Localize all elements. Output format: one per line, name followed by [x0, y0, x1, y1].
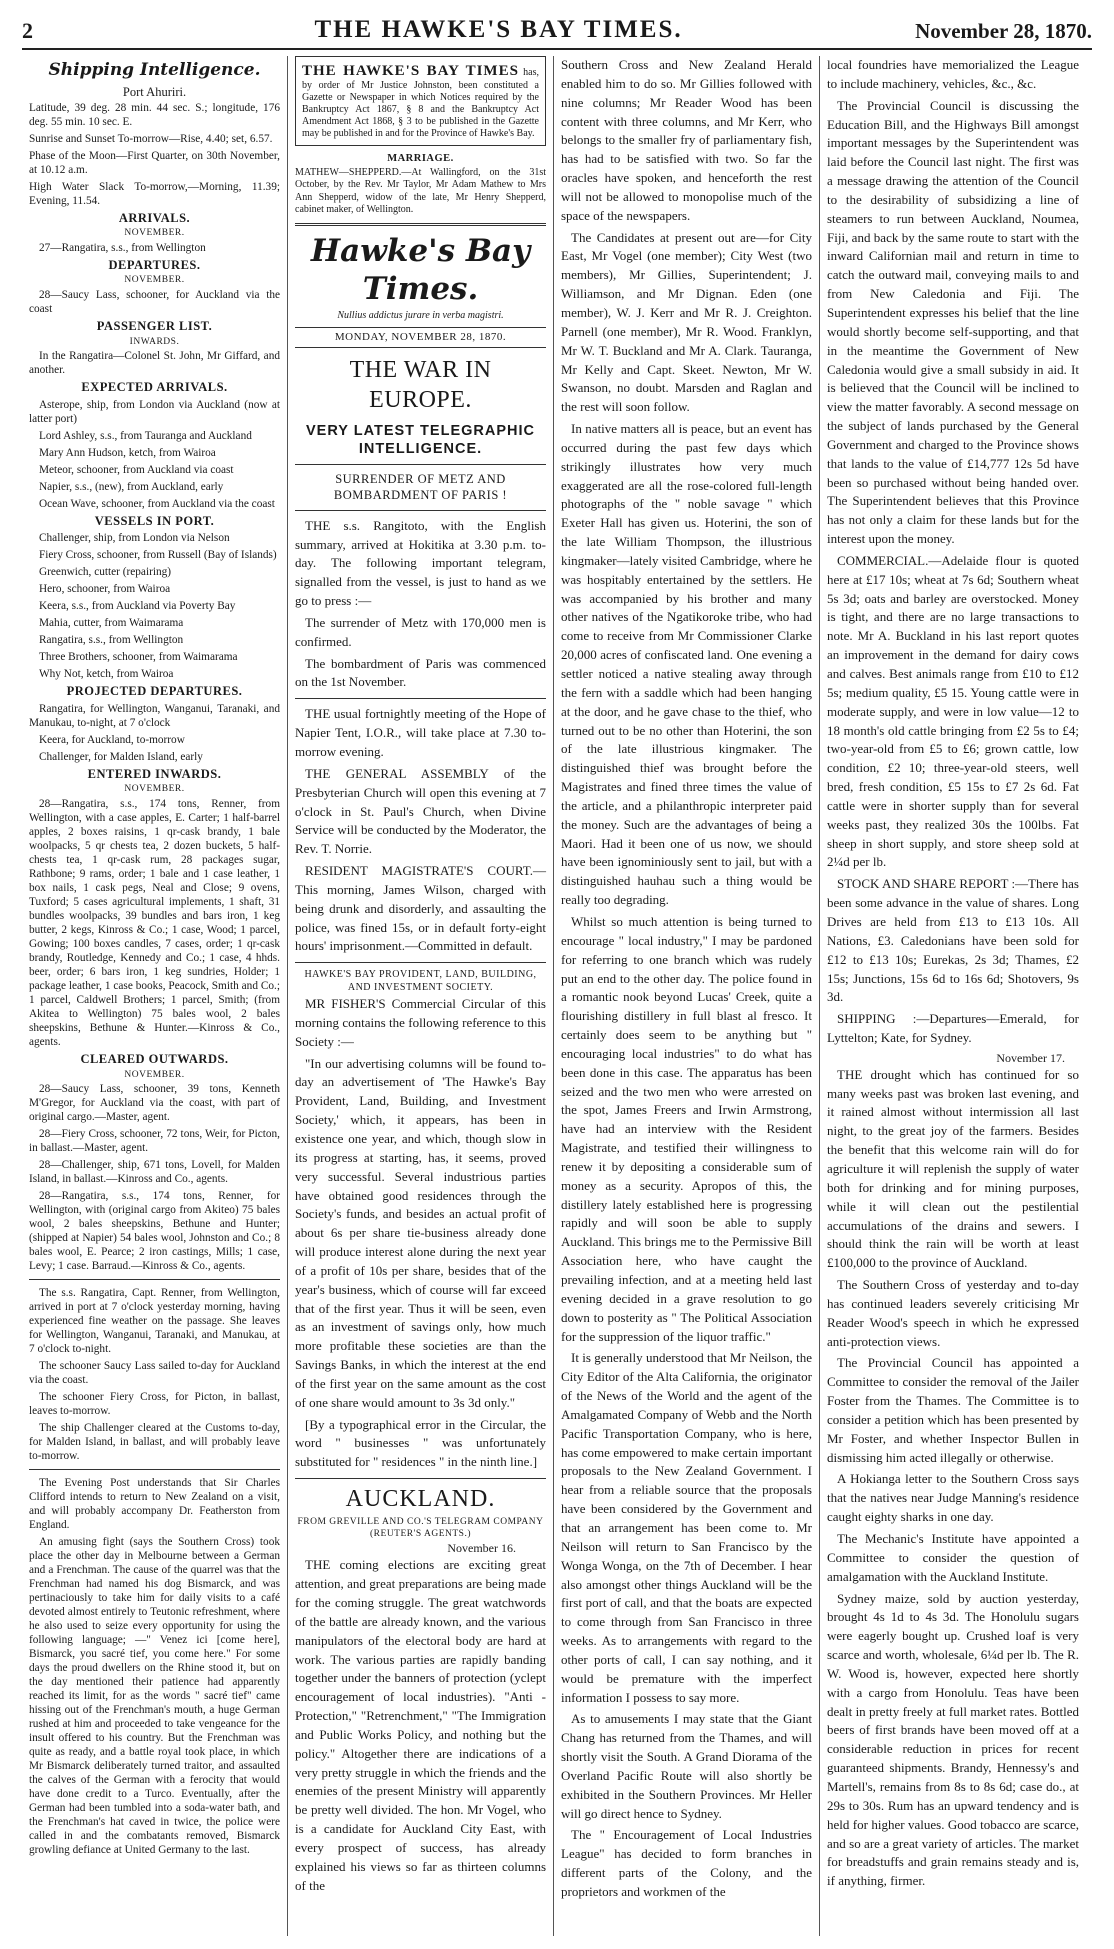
divider [295, 464, 546, 465]
news-paragraph: The ship Challenger cleared at the Customs to-day, for Malden Island, in ballast, and will probably leave to-morrow. [29, 1422, 280, 1463]
arrival-entry: 27—Rangatira, s.s., from Wellington [39, 241, 206, 254]
news-paragraph: The " Encouragement of Local Industries League" has decided to form branches in different parts of the Colony, and the proprietors and workmen of the [561, 1827, 812, 1899]
month-label: NOVEMBER. [124, 784, 185, 795]
news-paragraph: THE usual fortnightly meeting of the Hope of Napier Tent, I.O.R., will take place at 7.30 to-morrow evening. [295, 706, 546, 759]
war-headline: THE WAR IN EUROPE. [349, 357, 492, 414]
news-paragraph: The Mechanic's Institute have appointed a Committee to consider the question of amalgamation with the Auckland Institute. [827, 1531, 1079, 1584]
divider [29, 1469, 280, 1470]
news-paragraph: As to amusements I may state that the Giant Chang has returned from the Thames, and will shortly visit the South. A Grand Diorama of the Overland Pacific Route will also shortly be exhibited in the Southern Provinces. Mr Heller will go direct hence to Sydney. [561, 1711, 812, 1821]
news-paragraph: The Evening Post understands that Sir Charles Clifford intends to return to New Zealand on a visit, and will probably accompany Dr. Featherston from England. [29, 1477, 280, 1532]
section-date: November 17. [996, 1050, 1065, 1065]
notice-title: HE HAWKE'S BAY TIMES [313, 63, 519, 79]
divider [295, 962, 546, 963]
news-paragraph: COMMERCIAL.—Adelaide flour is quoted here at £17 10s; wheat at 7s 6d; Southern wheat 5s 3d; oats and barley are overstocked. Money is tight, and there are no large transactions to note. Mr A. Buckland in his last report quotes an improvement in the demand for dairy cows and calves. Best animals range from £10 to £12 5s; medium quality, £5 15. Young cattle were in moderate supply, and were in low value—12 to 18 month's old cattle bringing from £2 5s to £4; two-year-old from £5 to £6; grown cattle, low condition, £2 10; three-year-old steers, well bred, fresh condition, £5 15s to £7 2s 6d. Fat cattle were in shorter supply than for several weeks past, they realized 30s the 100lbs. Fat sheep in short supply, and store sheep sold at 2¼d per lb. [827, 552, 1079, 870]
auckland-date: November 16. [447, 1541, 516, 1556]
auckland-subheading: FROM GREVILLE AND CO.'S TELEGRAM COMPANY (REUTER'S AGENTS.) [297, 1516, 544, 1539]
expected-entry: Asterope, ship, from London via Auckland (now at latter port) [29, 398, 280, 425]
news-paragraph: The s.s. Rangatira, Capt. Renner, from Wellington, arrived in port at 7 o'clock yesterday morning, having experienced fine weather on the passage. She leaves for Wellington, Wanganui, Taranaki, and Manukau, at 7 o'clock to-night. [29, 1287, 280, 1356]
news-paragraph: An amusing fight (says the Southern Cross) took place the other day in Melbourne between a German and a Frenchman. The cause of the quarrel was that the Frenchman had named his dog Bismarck, and was pertinaciously to take him for daily visits to a café devoted almost entirely to Teutonic refreshment, where he also used to seize every opportunity for using the following language; —" Venez ici [come here], Bismarck, you sacré tief, you come here." For some days the proud dwellers on the Rhine stood it, but on the day mentioned their patience had apparently reached its limit, for as the words " sacré tief" came hissing out of the Frenchman's mouth, a huge German rushed at him and proceeded to take vengeance for the insult offered to his country. But the Frenchman was quite as ready, and a battle royal took place, in which Mr Bismarck deliberately turned traitor, and assaulted the calves of the German with a ferocity that would have done credit to a Turco. Eventually, after the German had been tumbled into a soda-water bath, and the Frenchman's hat caved in twice, the police were called in and the combatants removed, Bismarck growling defiance at United Germany to the last. [29, 1536, 280, 1857]
projected-heading: PROJECTED DEPARTURES. [66, 684, 243, 699]
cleared-entry: 28—Challenger, ship, 671 tons, Lovell, for Malden Island, in ballast.—Kinross and Co., agents. [29, 1159, 280, 1186]
news-paragraph: "In our advertising columns will be found to-day an advertisement of 'The Hawke's Bay Provident, Land, Building, and Investment Society,' which, it appears, has been in existence one year, and which, though slow in its progress at starting, has, it seems, proved very successful. Several industrious parties have obtained good residences through the Society's funds, and besides an actual profit of about 6s per share tie-business already done will produce interest alone during the next year of a profit of 10s per share, besides that of the year's business, which of course will far exceed that of the first year. Thus it will be seen, even as an investment of savings only, how much more profitable these societies are than the Savings Banks, in which the interest at the end of the first year on the same amount as the cost of one share would amount to 3s 3d only." [295, 1055, 546, 1410]
marriage-notice: MATHEW—SHEPPERD.—At Wallingford, on the 31st October, by the Rev. Mr Taylor, Mr Adam Mathew to Mrs Ann Shepperd, widow of the late, Mr Henry Shepperd, cabinet maker, of Wellington. [295, 167, 546, 216]
expected-entry: Ocean Wave, schooner, from Auckland via the coast [39, 497, 275, 510]
marriage-heading: MARRIAGE. [387, 153, 454, 164]
news-paragraph: Sydney maize, sold by auction yesterday, brought 4s 1d to 4s 3d. The Honolulu sugars were eagerly bought up. Crushed loaf is very scarce and worth, wholesale, 6¼d per lb. The R. W. Wood is, however, expected here shortly with a cargo from Honolulu. Teas have been dealt in pretty freely at full market rates. Bottled beers of first brands have been moved off at a considerable reduction in prices for recent guaranteed shipments. Brandy, Hennessy's and Martell's, remains from 8s to 8s 6d; case do., at 29s to 30s. Rum has an upward tendency and is held for higher values. Good tobacco are scarce, and so are a great variety of articles. The market for breadstuffs and grain remains steady and is, if anything, firmer. [827, 1590, 1079, 1889]
news-paragraph: [By a typographical error in the Circular, the word " businesses " was unfortunately substituted for " residences " in the ninth line.] [295, 1416, 546, 1470]
war-paragraph: THE s.s. Rangitoto, with the English summary, arrived at Hokitika at 3.30 p.m. to-day. The following important telegram, signalled from the vessel, is just to hand as we go to press :— [295, 517, 546, 609]
vessel-entry: Greenwich, cutter (repairing) [39, 566, 172, 579]
news-paragraph: THE coming elections are exciting great attention, and great preparations are being made for the coming struggle. The great watchwords of the battle are already known, and the various manipulators of the electoral body are hard at work. The various parties are rapidly banding together under the banners of protection (yclept encouragement of local industries). "Anti - Protection," "Retrenchment," "The Immigration and Public Works Policy, and nothing but the policy." Altogether there are indications of a very pretty struggle in which the friends and the enemies of the present Ministry will apparently be pretty well divided. The hon. Mr Vogel, who is a candidate for Auckland City East, with every prospect of success, has already explained his views so far as thirteen columns of the [295, 1557, 546, 1893]
news-paragraph: The schooner Saucy Lass sailed to-day for Auckland via the coast. [29, 1360, 280, 1387]
entered-entry: 28—Rangatira, s.s., 174 tons, Renner, from Wellington, with a case apples, E. Carter; 1 half-barrel apples, 2 boxes raisins, 1 qr-cask brandy, 1 bale woolpacks, 5 qr chests tea, 2 dozen buckets, 5 half-chests tea, 1 qr-cask rum, 28 packages sugar, Rathbone; 9 rams, order; 1 bale and 1 case leather, 1 box nails, 1 cask pegs, Neal and Close; 9 ovens, Tuxford; 5 cases agricultural implements, 1 shaft, 31 bundles woolpacks, 39 bundles and bars iron, 1 keg butter, 2 kegs, Kinross & Co.; 1 case, Wood; 1 parcel, Gowing; 100 boxes candles, 7 cases, order; 1 qr-cask brandy, Routledge, Kennedy and Co.; 1 case, 4 hhds. beer, order; 6 bars iron, 1 keg sundries, Holder; 1 package leather, 1 case books, Peacock, Smith and Co.; 1 parcel, Caldwell Brothers; 1 parcel, Smith; (from Akitea to Wellington) 75 bales wool, 2 bales sheepskins, Bethune & Hunter.—Kinross & Co., agents. [29, 798, 280, 1049]
arrivals-heading: ARRIVALS. [118, 210, 191, 225]
surrender-headline: SURRENDER OF METZ AND BOMBARDMENT OF PARIS ! [333, 472, 508, 503]
vessel-entry: Why Not, ketch, from Wairoa [39, 668, 174, 681]
notice-body: has, by order of Mr Justice Johnston, been constituted a Gazette or Newspaper in which Notices required by the Bankruptcy Act 1867, § 8 and the Bankruptcy Act Amendment Act 1868, § 3 to be published in the Gazette may be published in and for the Province of Hawke's Bay. [302, 67, 539, 139]
expected-entry: Lord Ashley, s.s., from Tauranga and Auckland [39, 429, 252, 442]
motto: Nullius addictus jurare in verba magistri. [337, 310, 504, 322]
high-water: High Water Slack To-morrow,—Morning, 11.39; Evening, 11.54. [29, 180, 280, 207]
vessel-entry: Keera, s.s., from Auckland via Poverty Bay [39, 600, 236, 613]
masthead [22, 14, 1092, 50]
news-paragraph: RESIDENT MAGISTRATE'S COURT.—This morning, James Wilson, charged with being drunk and disorderly, and assaulting the police, was fined 15s, or in default forty-eight hours' imprisonment.—Committed in default. [295, 863, 546, 954]
vessels-heading: VESSELS IN PORT. [94, 513, 215, 528]
war-paragraph: The bombardment of Paris was commenced on the 1st November. [295, 655, 546, 690]
expected-entry: Meteor, schooner, from Auckland via coast [39, 463, 234, 476]
port-name: Port Ahuriri. [122, 85, 187, 100]
issue-date: November 28, 1870. [915, 19, 1092, 43]
dateline: MONDAY, NOVEMBER 28, 1870. [295, 327, 546, 349]
paper-title: THE HAWKE'S BAY TIMES. [314, 16, 683, 43]
news-paragraph: Southern Cross and New Zealand Herald enabled him to do so. Mr Gillies followed with nine columns; Mr Reader Wood has been content with three columns, and Mr Kerr, who belongs to the smaller fry of parliamentary fish, has had to be satisfied with two. So far the oracles have spoken, and henceforth the rest will not be allowed to monopolise much of the space of the newspapers. [561, 57, 812, 223]
news-paragraph: SHIPPING :—Departures—Emerald, for Lyttelton; Kate, for Sydney. [827, 1011, 1079, 1046]
cleared-heading: CLEARED OUTWARDS. [80, 1052, 229, 1067]
shipping-heading: Shipping Intelligence. [48, 60, 261, 80]
cleared-entry: 28—Saucy Lass, schooner, 39 tons, Kenneth M'Gregor, for Auckland via the coast, with part of original cargo.—Master, agent. [29, 1083, 280, 1124]
latitude: Latitude, 39 deg. 28 min. 44 sec. S.; longitude, 176 deg. 55 min. 10 sec. E. [29, 101, 280, 128]
divider [295, 223, 546, 226]
cleared-entry: 28—Fiery Cross, schooner, 72 tons, Weir, for Picton, in ballast.—Master, agent. [29, 1128, 280, 1155]
vessel-entry: Three Brothers, schooner, from Waimarama [39, 651, 238, 664]
divider [295, 510, 546, 511]
expected-entry: Napier, s.s., (new), from Auckland, early [39, 480, 224, 493]
vessel-entry: Fiery Cross, schooner, from Russell (Bay of Islands) [39, 549, 277, 562]
vessel-entry: Challenger, ship, from London via Nelson [39, 532, 230, 545]
vessel-entry: Mahia, cutter, from Waimarama [39, 617, 184, 630]
telegraphic-headline: VERY LATEST TELEGRAPHIC INTELLIGENCE. [306, 422, 535, 458]
page-number: 2 [22, 18, 33, 43]
passenger-heading: PASSENGER LIST. [96, 319, 213, 334]
divider [29, 1279, 280, 1280]
column-3 [554, 56, 820, 1936]
inwards-label: INWARDS. [129, 336, 180, 347]
month-label: NOVEMBER. [124, 1069, 185, 1080]
news-paragraph: The Provincial Council is discussing the Education Bill, and the Highways Bill amongst important messages by the Superintendent was laid before the Council last night. The first was a message drawing the attention of the Council to the desirability of subsidizing a line of steamers to run between Auckland, Noumea, Fiji, and back by the same route to start with the inward Californian mail and return in time to catch the outward mail, conveying mails to and from New Caledonia and Fiji. The Superintendent expresses his belief that the line would shortly become self-supporting, and that in the meantime the Government of New Caledonia would give a small subsidy in aid. It is believed that the Council will be inclined to view the matter favorably. A second message on the subject of lands purchased by the General Government and charged to the Province shows that lands to the value of £14,777 12s 5d have been so purchased without being handed over. The Superintendent believes that this Province has not only a claim for these lands but for the interest upon the money. [827, 97, 1079, 547]
vessel-entry: Hero, schooner, from Wairoa [39, 583, 171, 596]
news-paragraph: STOCK AND SHARE REPORT :—There has been some advance in the value of shares. Long Drives are held from £13 to £13 10s. All Nations, £3. Caledonians have been sold for £12 to £13 10s; Eurekas, 2s 3d; Thames, £2 15s; Junctions, 15s 6d to 16s 6d; Shotovers, 9s 3d. [827, 876, 1079, 1005]
gazette-notice [295, 56, 546, 146]
departure-entry: 28—Saucy Lass, schooner, for Auckland via the coast [29, 289, 280, 316]
news-paragraph: The Provincial Council has appointed a Committee to consider the removal of the Jailer Foster from the Thames. The Committee is to consider a petition which has been presented by Mr Foster, and whether Inspector Bullen in dismissing him acted illegally or otherwise. [827, 1355, 1079, 1465]
column-4 [820, 56, 1086, 1936]
passenger-entry: In the Rangatira—Colonel St. John, Mr Giffard, and another. [29, 350, 280, 377]
news-paragraph: THE GENERAL ASSEMBLY of the Presbyterian Church will open this evening at 7 o'clock in St. Paul's Church, when Divine Service will be conducted by the Moderator, the Rev. T. Norrie. [295, 765, 546, 857]
departures-heading: DEPARTURES. [108, 257, 201, 272]
cleared-entry: 28—Rangatira, s.s., 174 tons, Renner, for Wellington, with (original cargo from Akiteo) 75 bales wool, 2 bales sheepskins, Bethune and Hunter; (shipped at Napier) 54 bales wool, Johnston and Co.; 8 bales wool, E. Pearce; 2 iron castings, Mills; 1 case, Levy; 1 case. Barraud.—Kinross & Co., agents. [29, 1190, 280, 1273]
expected-entry: Mary Ann Hudson, ketch, from Wairoa [39, 446, 216, 459]
vessel-entry: Rangatira, s.s., from Wellington [39, 634, 184, 647]
projected-entry: Challenger, for Malden Island, early [39, 750, 203, 763]
war-paragraph: The surrender of Metz with 170,000 men is confirmed. [295, 614, 546, 649]
expected-heading: EXPECTED ARRIVALS. [81, 380, 228, 395]
news-paragraph: It is generally understood that Mr Neilson, the City Editor of the Alta California, the originator of the News of the World and the agent of the Amalgamated Company of Webb and the North Pacific Transportation Company, who is here, has come empowered to make certain important proposals to the New Zealand Government. I hear from a reliable source that the proposals have been considered by the Government and that an arrangement has been come to. Mr Neilson will return to San Francisco by the Wonga Wonga, on the 7th of December. I hear also amongst other things Auckland will be the first port of call, and that the boats are expected to come through from San Francisco in three weeks. As to arrangements with regard to the other ports of call, I can say nothing, and it would be premature with the imperfect information I possess to say more. [561, 1350, 812, 1705]
columns [22, 56, 1092, 1936]
nameplate: Hawke's Bay Times. [310, 232, 531, 308]
news-paragraph: THE drought which has continued for so many weeks past was broken last evening, and it rained almost without intermission all last night, to the great joy of the farmers. Besides the benefit that this welcome rain will do for agriculture it will replenish the supply of water both for drinking and for mining purposes, while it will clean out the pestilential accumulations of the drains and sewers. I should think the rain will be worth at least £100,000 to the province of Auckland. [827, 1066, 1079, 1271]
projected-entry: Rangatira, for Wellington, Wanganui, Taranaki, and Manukau, to-night, at 7 o'clock [29, 702, 280, 729]
news-paragraph: MR FISHER'S Commercial Circular of this morning contains the following reference to this Society :— [295, 996, 546, 1049]
column-2 [288, 56, 554, 1936]
news-paragraph: local foundries have memorialized the League to include machinery, vehicles, &c., &c. [827, 57, 1079, 91]
news-paragraph: The Southern Cross of yesterday and to-day has continued leaders severely criticising Mr Reader Wood's speech in which he expressed anti-protection views. [827, 1277, 1079, 1349]
month-label: NOVEMBER. [124, 228, 185, 239]
news-paragraph: Whilst so much attention is being turned to encourage " local industry," I may be pardoned for referring to one branch which was rudely put an end to the other day. The police found in a romantic nook beyond Lucas' Creek, quite a flourishing distillery in full blast al fresco. It certainly does seem to be anything but " encouraging local industries" to do what has been done in this case. The apparatus has been seized and the two men who were arrested on the spot, James Freers and Irwin Armstrong, have had an interview with the Resident Magistrate, and testified their willingness to renew it by depositing a considerable sum of money as a security. Apropos of this, the distillery lately established here is progressing rapidly and will soon be able to supply Auckland. This brings me to the Permissive Bill Association here, who have caught the prevailing infection, and at a meeting held last evening decided in a grave resolution to go down to posterity as " The Political Association for the suppression of the liquor traffic." [561, 913, 812, 1344]
news-paragraph: The Candidates at present out are—for City East, Mr Vogel (one member); City West (two members), Mr Gillies, Superintendent; J. Williamson, and Mr Dignan. Eden (one member), W. J. Kerr and Mr R. J. Creighton. Parnell (one member), Mr R. Wood. Franklyn, Mr W. T. Buckland and Mr A. Clark. Tauranga, Mr Kelly and Capt. Skeet. Newton, Mr W. Swanson, no doubt. Marsden and Raglan and the rest will soon follow. [561, 229, 812, 415]
sunrise: Sunrise and Sunset To-morrow—Rise, 4.40; set, 6.57. [29, 132, 273, 145]
society-heading: HAWKE'S BAY PROVIDENT, LAND, BUILDING, AND INVESTMENT SOCIETY. [304, 969, 537, 993]
divider [295, 698, 546, 699]
entered-heading: ENTERED INWARDS. [87, 766, 222, 781]
month-label: NOVEMBER. [124, 275, 185, 286]
news-paragraph: The schooner Fiery Cross, for Picton, in ballast, leaves to-morrow. [29, 1391, 280, 1418]
news-paragraph: A Hokianga letter to the Southern Cross says that the natives near Judge Manning's residence caught eighty sharks in one day. [827, 1471, 1079, 1525]
divider [295, 1478, 546, 1479]
auckland-headline: AUCKLAND. [345, 1486, 496, 1513]
news-paragraph: In native matters all is peace, but an event has occurred during the past few days which strikingly illustrates how very much exaggerated are all the rose-colored full-length photographs of the " noble savage " which Exeter Hall has given us. Hoterini, the son of the late William Thompson, the illustrious kingmaker—lately visited Cambridge, where he was hospitably entertained by the settlers. He was accompanied by his brother and many other natives of the Ngatikoroke tribe, who had come to receive from Mr Commissioner Clarke 20,000 acres of confiscated land. One evening a settler noticed a native stealing away through the fern with a saddle which had been hanging at the door, and he gave chase to the thief, who turned out to be no other than Hoterini, the son of the late illustrious kingmaker. The distinguished thief was brought before the Magistrates and fined three times the value of the article, and a philanthropic interpreter paid the money. Such are the advantages of being a Maori. Had it been one of us now, we should have been ignominiously sent to jail, but with a distinguished hauhau such a thing would be really too degrading. [561, 421, 812, 908]
moon-phase: Phase of the Moon—First Quarter, on 30th November, at 10.12 a.m. [29, 149, 280, 176]
column-1 [22, 56, 288, 1936]
notice-dropcap: T [302, 63, 314, 79]
projected-entry: Keera, for Auckland, to-morrow [39, 733, 185, 746]
